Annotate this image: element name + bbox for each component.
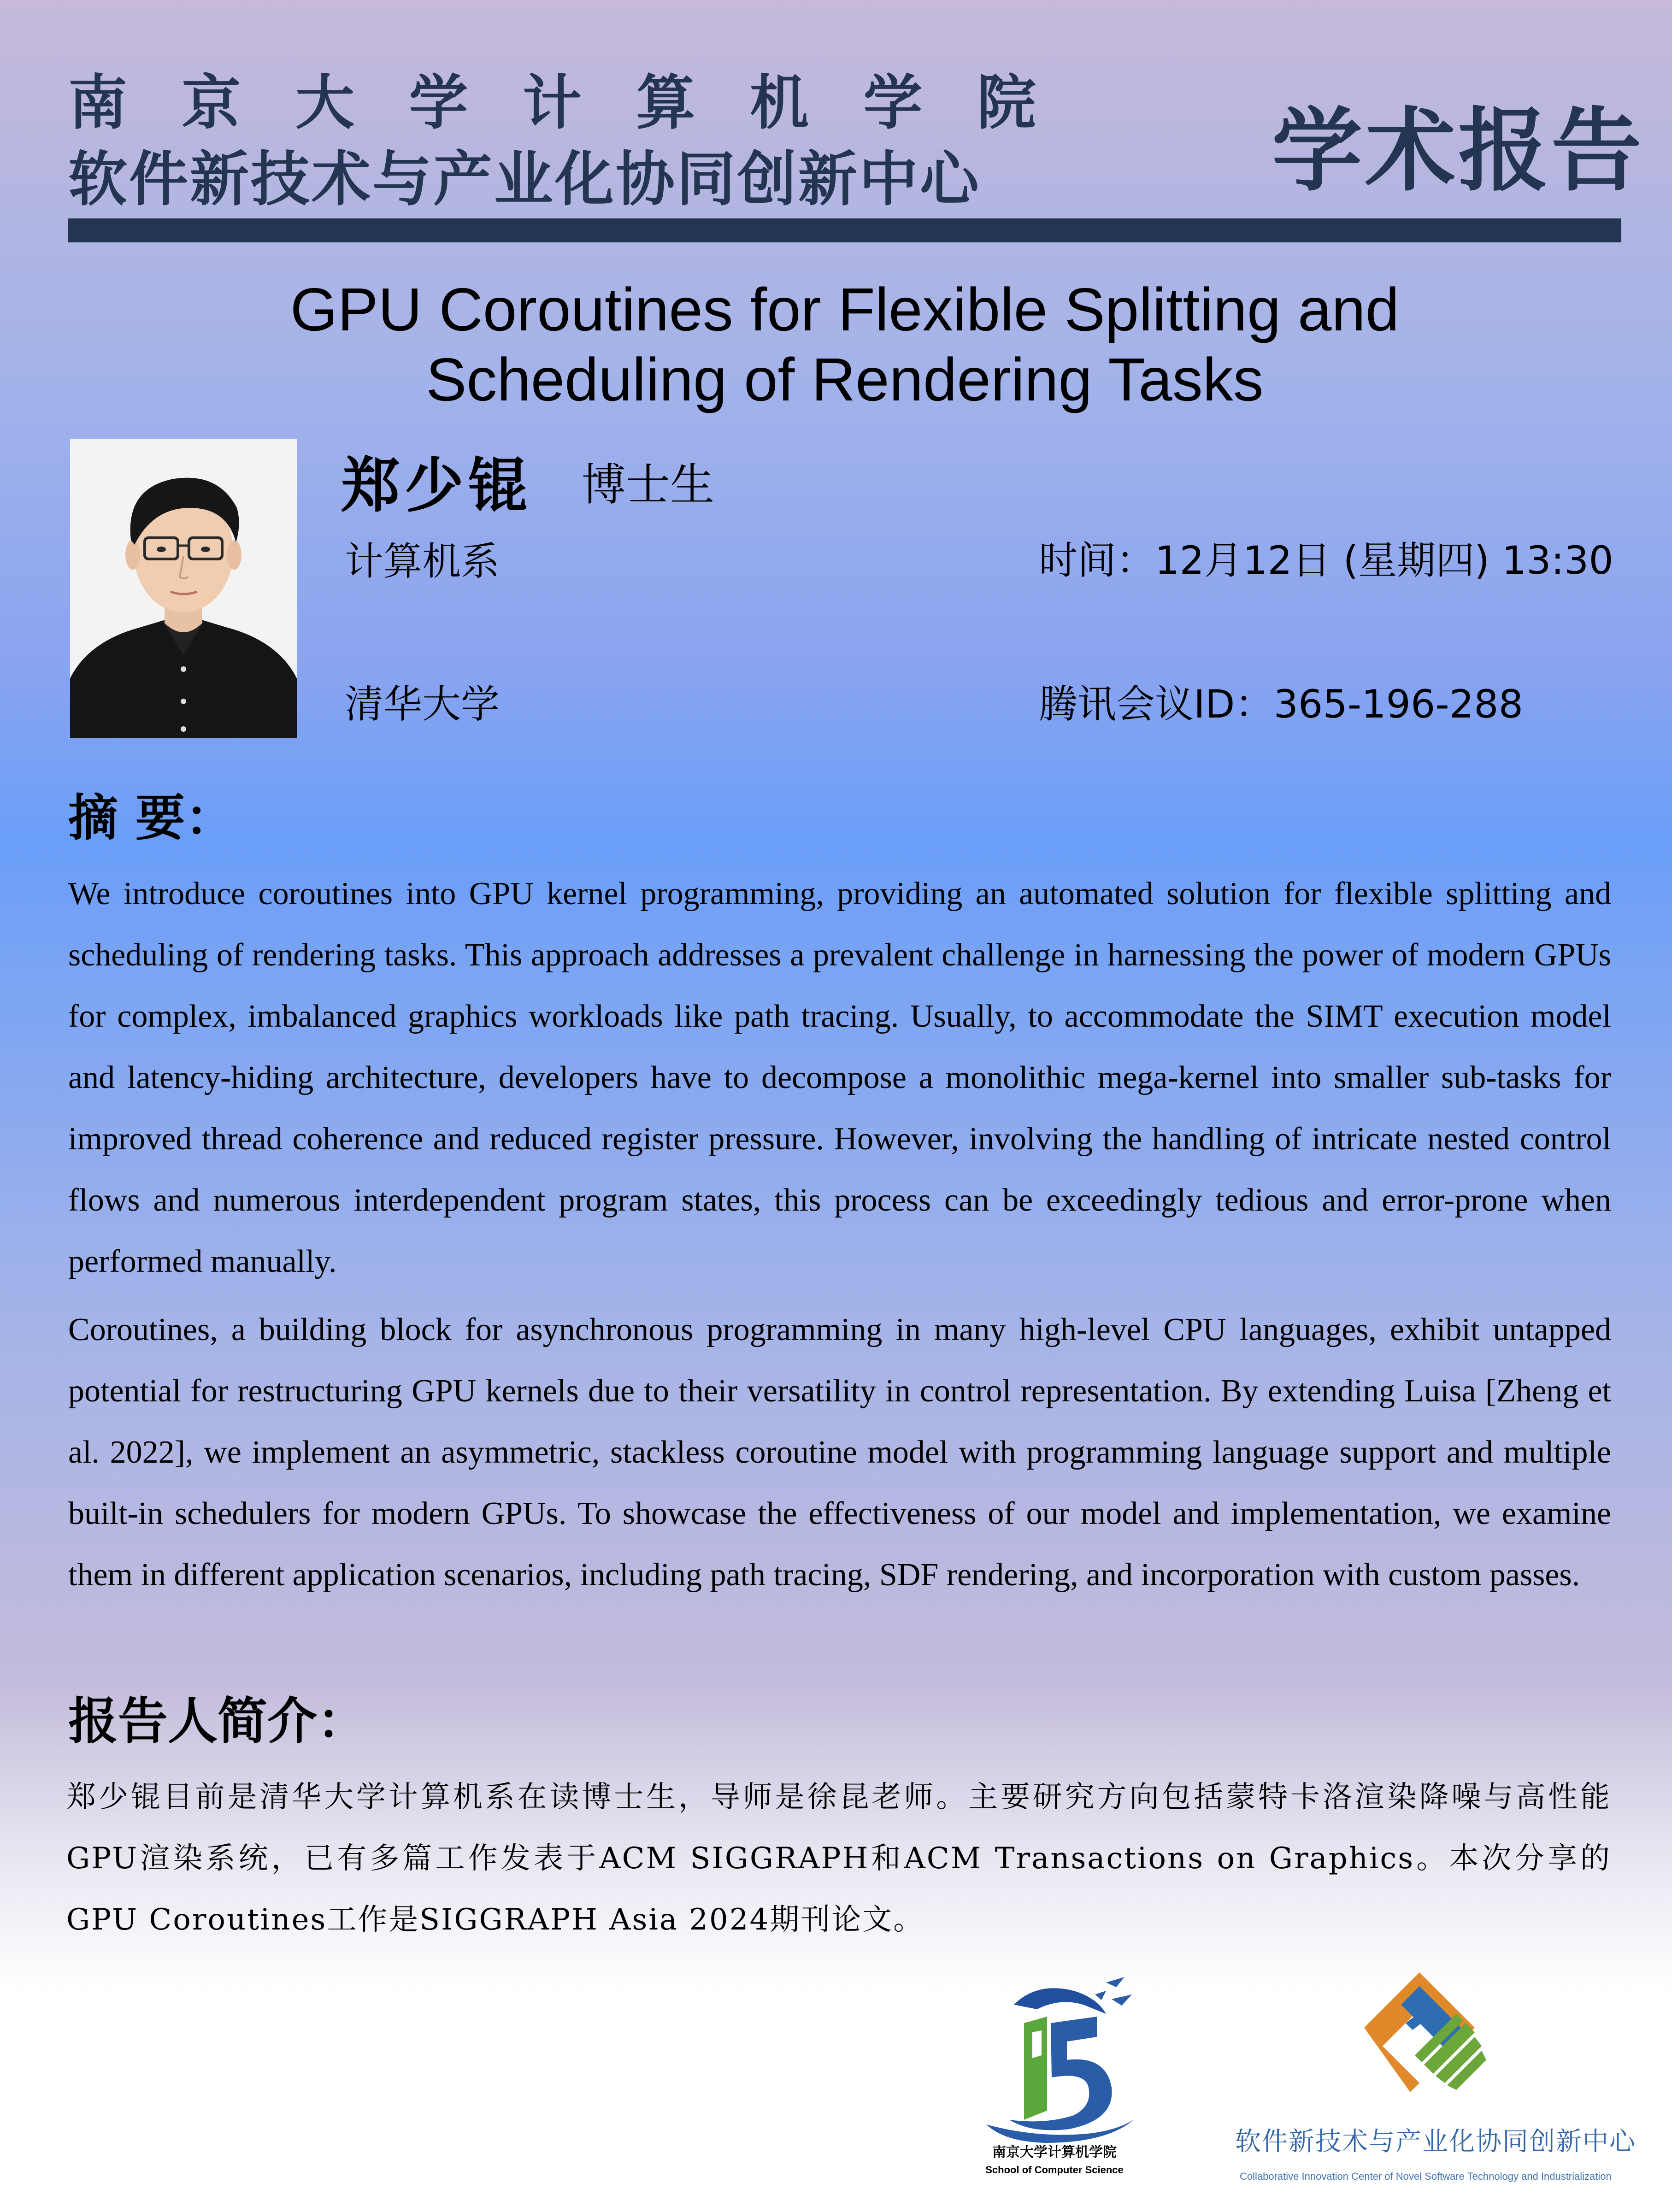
center-logo-caption-cn: 软件新技术与产业化协同创新中心 — [1235, 2127, 1636, 2157]
speaker-university: 清华大学 — [345, 682, 500, 727]
abstract-paragraph-2: Coroutines, a building block for asynchronous programming in many high-level CPU languages, exhibit untapped potential for restructuring GPU kernels due to their versatility in control representation. By extending Luisa [Zheng et al. 2022], we implement an asymmetric, stackless coroutine model with programming language support and multiple built-in schedulers for modern GPUs. To showcase the effectiveness of our model and implementation, we examine them in different application scenarios, including path tracing, SDF rendering, and incorporation with custom passes. — [68, 1312, 1611, 1593]
meeting-id: 腾讯会议ID：365-196-288 — [1039, 682, 1524, 727]
dept-char: 机 — [749, 69, 809, 137]
nju-cs-logo-graphic — [968, 1972, 1143, 2143]
nju-cs-logo — [968, 1972, 1143, 2143]
dept-char: 学 — [409, 69, 468, 137]
nju-logo-caption-cn: 南京大学计算机学院 — [992, 2144, 1117, 2160]
abstract-paragraph-1: We introduce coroutines into GPU kernel programming, providing an automated solution for flexible splitting and scheduling of rendering tasks. This approach addresses a prevalent challenge in harnessing the power of modern GPUs for complex, imbalanced graphics workloads like path tracing. Usually, to accommodate the SIMT execution model and latency-hiding architecture, developers have to decompose a monolithic mega-kernel into smaller sub-tasks for improved thread coherence and reduced register pressure. However, involving the handling of intricate nested control flows and numerous interdependent program states, this process can be exceedingly tedious and error-prone when performed manually. — [68, 876, 1611, 1279]
dept-line2: 软件新技术与产业化协同创新中心 — [68, 145, 981, 214]
bio-heading: 报告人简介： — [68, 1693, 367, 1750]
header-divider — [68, 218, 1621, 242]
speaker-name: 郑少锟 — [341, 451, 532, 520]
innovation-center-logo — [1350, 1968, 1489, 2106]
talk-title-line1: GPU Coroutines for Flexible Splitting and — [290, 276, 1400, 343]
speaker-photo — [70, 439, 297, 738]
talk-title-line2: Scheduling of Rendering Tasks — [426, 346, 1264, 413]
abstract-heading: 摘 要： — [68, 789, 235, 847]
dept-char: 京 — [182, 69, 241, 137]
dept-char: 南 — [68, 69, 128, 137]
nju-logo-caption-en: School of Computer Science — [985, 2164, 1124, 2176]
speaker-portrait-graphic — [70, 439, 297, 738]
talk-time: 时间：12月12日 (星期四) 13:30 — [1039, 538, 1613, 583]
center-logo-caption-en: Collaborative Innovation Center of Novel Software Technology and Industrialization — [1240, 2171, 1612, 2182]
speaker-degree: 博士生 — [582, 459, 714, 511]
bio-text: 郑少锟目前是清华大学计算机系在读博士生，导师是徐昆老师。主要研究方向包括蒙特卡洛渲染降噪与高性能GPU渲染系统，已有多篇工作发表于ACM SIGGRAPH和ACM Transactions on Graphics。本次分享的GPU Coroutines工作是SIGGRAPH Asia 2024期刊论文。 — [66, 1780, 1611, 1937]
innovation-center-logo-graphic — [1350, 1968, 1489, 2106]
speaker-department: 计算机系 — [345, 539, 500, 584]
dept-line1 — [68, 69, 1036, 137]
dept-char: 院 — [977, 69, 1036, 137]
dept-char: 学 — [863, 69, 923, 137]
report-label: 学术报告 — [1272, 99, 1645, 204]
dept-char: 计 — [522, 69, 582, 137]
dept-char: 算 — [636, 69, 695, 137]
dept-char: 大 — [295, 69, 354, 137]
talk-title — [68, 275, 1621, 415]
